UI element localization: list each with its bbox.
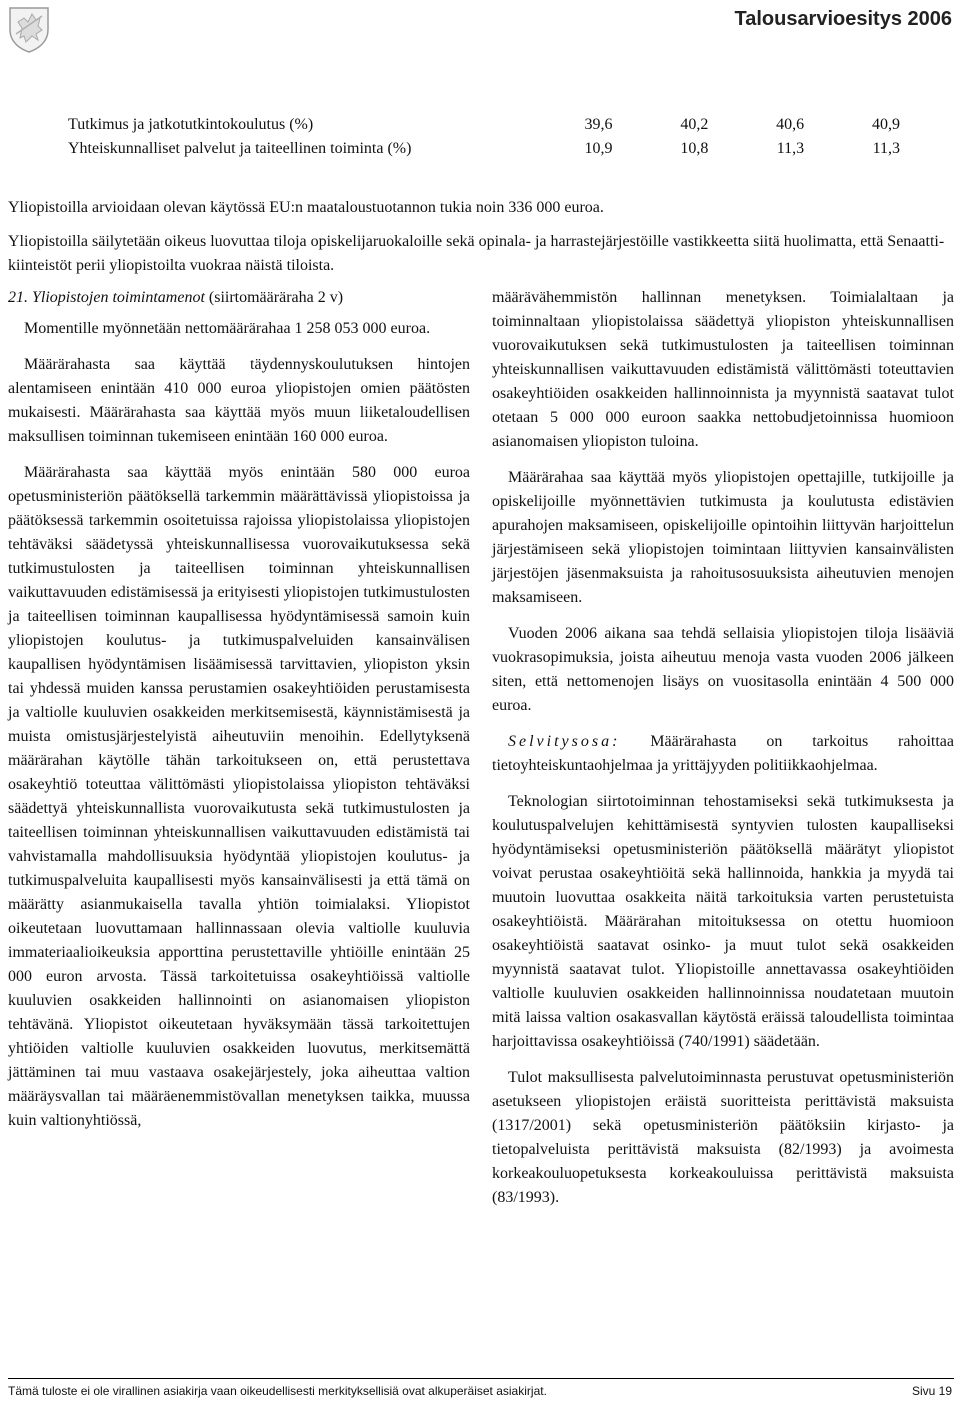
stats-value: 40,9	[872, 116, 901, 133]
item-heading	[8, 286, 470, 310]
body-paragraph: Määrärahaa saa käyttää myös yliopistojen opettajille, tutkijoille ja opiskelijoille myönnettävien tutkimusta ja koulutusta edistävien apurahojen maksamiseen, opiskelijoille opintoihin liittyvän harjoittelun järjestämiseen sekä yliopistojen toimintaan liittyvien kansainvälisten järjestöjen jäsenmaksuista ja rahoitusosuuksista aiheutuvien menojen maksamiseen.	[492, 469, 954, 606]
body-paragraph: Määrärahasta saa käyttää myös enintään 580 000 euroa opetusministeriön päätöksellä tarkemmin määrättävissä yliopistoissa ja päätöksessä tarkemmin osoitetuissa rajoissa yliopistolaissa yliopistojen tehtäväksi säädetyssä yhteiskunnallisessa vuorovaikutuksessa sekä tutkimustulosten ja taiteellisen toiminnan yhteiskunnallisen vaikuttavuuden edistämisessä ja erityisesti yliopistojen tutkimustulosten ja taiteellisen toiminnan kaupallisessa hyödyntämisessä samoin kuin yliopistojen koulutus- ja tutkimuspalveluiden kansainvälisen kaupallisen hyödyntämisen lisäämisessä tarvittavien, yliopiston yksin tai yhdessä muiden kanssa perustamien osakeyhtiöiden perustamisesta ja valtiolle kuuluvien osakkeiden merkitsemisestä, käynnistämisestä ja muista omistusjärjestelyistä aiheutuviin menoihin. Edellytyksenä määrärahan käytölle tähän tarkoitukseen on, että perustettava osakeyhtiö toteuttaa välittömästi yliopistolaissa yliopiston tehtäväksi säädettyä yhteiskunnallista vuorovaikutusta sekä tutkimustulosten ja taiteellisen toiminnan yhteiskunnallisen vaikuttavuuden edistämistä tai vahvistamalla mahdollisuuksia hyödyntää yliopistojen koulutus- ja tutkimuspalveluita kaupallisesti myös kansainvälisesti ja että tämä on määrätty asianmukaisella tavalla yhtiön toimialaksi. Yliopistot oikeutetaan luovuttamaan hallinnassaan olevia valtiolle kuuluvia immateriaalioikeuksia apporttina perustettaville yhtiöille enintään 25 000 euron arvosta. Tässä tarkoitetuissa osakeyhtiöissä valtiolle kuuluvien osakkeiden hallinnointi on asianomaisen yliopiston tehtävänä. Yliopistot oikeutetaan hyväksymään tässä tarkoitettujen yhtiöiden valtiolle kuuluvien osakkeiden luovutus, merkitsemättä jättäminen tai muu vastaava osakejärjestely, joka aiheuttaa valtion määräysvallan tai määräenemmistövallan menetyksen taikka, muussa kuin valtionyhtiössä,	[8, 464, 470, 1129]
stats-value: 11,3	[776, 140, 805, 157]
selvitysosa-paragraph	[492, 730, 954, 778]
intro-paragraph: Yliopistoilla säilytetään oikeus luovuttaa tiloja opiskelijaruokaloille sekä opinala- ja harrastejärjestöille vastikkeetta siitä huolimatta, että Senaatti-kiinteistöt perii yliopistoilta vuokraa näistä tiloista.	[8, 233, 945, 274]
body-paragraph: Määrärahasta saa käyttää täydennyskoulutuksen hintojen alentamiseen enintään 410 000 euroa yliopistojen omien päätösten mukaisesti. Määrärahasta saa käyttää myös muun liiketaloudellisen maksullisen toiminnan tukemiseen enintään 160 000 euroa.	[8, 356, 470, 445]
stats-value: 40,2	[680, 116, 709, 133]
selvitysosa-label: Selvitysosa:	[508, 733, 621, 750]
selvitysosa-text: Määrärahasta on tarkoitus rahoittaa tietoyhteiskuntaohjelmaa ja yrittäjyyden politiikkaohjelmaa.	[492, 733, 955, 774]
stats-value: 11,3	[872, 140, 901, 157]
left-column	[8, 286, 470, 1133]
stats-row	[68, 140, 900, 164]
stats-table	[68, 116, 900, 164]
footer-divider	[8, 1378, 954, 1379]
stats-value: 10,8	[680, 140, 709, 157]
intro-paragraph: Yliopistoilla arvioidaan olevan käytössä EU:n maataloustuotannon tukia noin 336 000 euroa.	[8, 199, 604, 216]
stats-label: Yhteiskunnalliset palvelut ja taiteellinen toiminta (%)	[68, 140, 412, 157]
body-paragraph: määrävähemmistön hallinnan menetyksen. Toimialaltaan ja toiminnaltaan yliopistolaissa säädettyä yliopiston yhteiskunnallisen vuorovaikutuksen sekä tutkimustulosten ja taiteellisen toiminnan yhteiskunnallisen vaikuttavuuden edistämistä välittömästi toteuttavien osakeyhtiöiden osakkeiden hallinnoinnista ja myynnistä saatavat tulot otetaan 5 000 000 euroon saakka nettobudjetoinnissa huomioon asianomaisen yliopiston tuloina.	[492, 289, 954, 450]
body-paragraph: Tulot maksullisesta palvelutoiminnasta perustuvat opetusministeriön asetukseen yliopistojen eräistä suoritteista perittävistä maksuista (1317/2001) sekä opetusministeriön päätöksiin kirjasto- ja tietopalveluista perittävistä maksuista (82/1993) ja avoimesta korkeakouluopetuksesta korkeakouluissa perittävistä maksuista (83/1993).	[492, 1069, 954, 1206]
footer-disclaimer: Tämä tuloste ei ole virallinen asiakirja vaan oikeudellisesti merkityksellisiä ovat alkuperäiset asiakirjat.	[8, 1384, 547, 1398]
stats-label: Tutkimus ja jatkotutkintokoulutus (%)	[68, 116, 314, 133]
item-title: Yliopistojen toimintamenot	[32, 289, 205, 306]
body-paragraph: Teknologian siirtotoiminnan tehostamiseksi sekä tutkimuksesta ja koulutuspalvelujen kehittämisestä syntyvien tulosten kaupalliseksi hyödyntämiseksi opetusministeriön päätöksellä määrätyt yliopistot voivat perustaa osakeyhtiöitä sekä hallinnoida, hankkia ja myydä tai muutoin luovuttaa osakkeita näitä tarkoituksia varten perustetuista osakeyhtiöistä. Määrärahan mitoituksessa on otettu huomioon osakeyhtiöistä saatavat osinko- ja muut tulot sekä osakkeiden myynnistä saatavat tulot. Yliopistoille annettavassa osakeyhtiöiden valtiolle kuuluvien osakkeiden hallinnoinnissa noudatetaan muutoin mitä laissa valtion osakasvallan käytöstä eräissä taloudellista toimintaa harjoittavissa osakeyhtiöissä (740/1991) säädetään.	[492, 793, 954, 1050]
stats-value: 40,6	[776, 116, 805, 133]
page-number: Sivu 19	[911, 1384, 952, 1398]
finnish-lion-coat-of-arms-icon	[6, 4, 52, 54]
body-paragraph: Vuoden 2006 aikana saa tehdä sellaisia yliopistojen tiloja lisääviä vuokrasopimuksia, joista aiheutuu menoja vasta vuoden 2006 jälkeen siten, että nettomenojen lisäys on vuositasolla enintään 4 500 000 euroa.	[492, 625, 954, 714]
right-column	[492, 286, 954, 1210]
stats-value: 10,9	[584, 140, 613, 157]
document-title: Talousarvioesitys 2006	[734, 8, 952, 30]
stats-row	[68, 116, 900, 140]
item-type: (siirtomääräraha 2 v)	[208, 289, 344, 306]
stats-value: 39,6	[584, 116, 613, 133]
item-number: 21.	[8, 289, 28, 306]
body-paragraph: Momentille myönnetään nettomäärärahaa 1 258 053 000 euroa.	[24, 320, 431, 337]
